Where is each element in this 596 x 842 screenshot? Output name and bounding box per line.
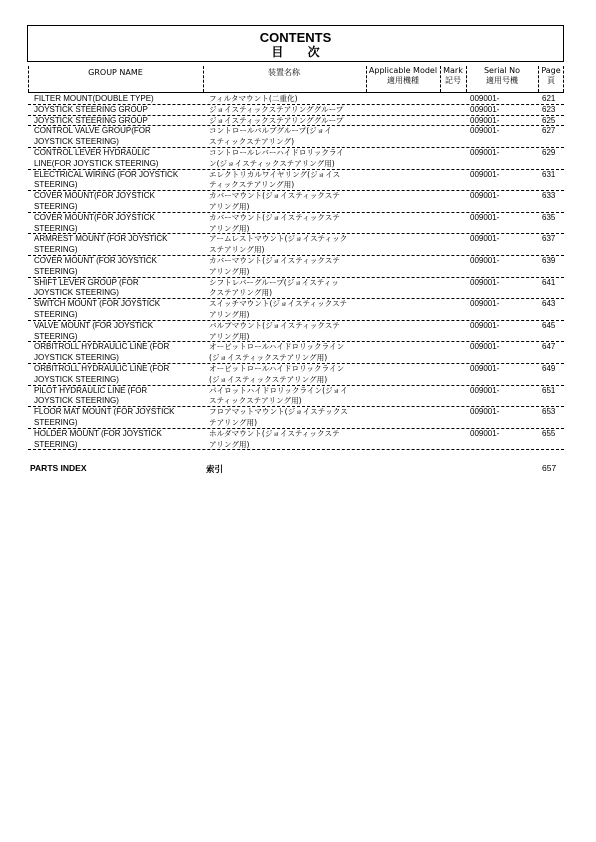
serial-cell: 009001- <box>470 104 500 114</box>
jp-name-cell <box>209 234 369 256</box>
jp-name-cell <box>209 429 369 451</box>
header-serial-jp: 適用号機 <box>486 76 518 85</box>
jp-name-line: アームレストマウント(ジョイスティック <box>209 234 348 244</box>
group-name-line: ORBITROLL HYDRAULIC LINE (FOR <box>34 364 170 373</box>
group-name-cell <box>34 170 206 192</box>
page-cell: 627 <box>542 126 556 136</box>
serial-cell: 009001- <box>470 320 500 330</box>
jp-name-line: ホルダマウント(ジョイスティックステ <box>209 428 340 438</box>
header-page <box>538 66 564 92</box>
group-name-line: JOYSTICK STEERING) <box>34 374 119 384</box>
group-name-line: JOYSTICK STEERING) <box>34 353 119 363</box>
group-name-line: STEERING) <box>34 331 78 341</box>
jp-name-line: パイロットハイドロリックライン(ジョイ <box>209 385 348 395</box>
header-page-en: Page <box>541 66 561 75</box>
jp-name-cell <box>209 105 369 116</box>
serial-cell: 009001- <box>470 407 500 417</box>
group-name-line: STEERING) <box>34 201 78 211</box>
jp-name-line: (ジョイスティックステアリング用) <box>209 374 328 384</box>
jp-name-line: オービットロールハイドロリックライン <box>209 342 345 352</box>
page-cell: 649 <box>542 364 556 373</box>
page-title: CONTENTS <box>259 30 332 45</box>
header-rule <box>28 92 564 93</box>
group-name-cell <box>34 126 206 148</box>
group-name-cell <box>34 191 206 213</box>
jp-name-line: カバーマウント(ジョイスティックステ <box>209 256 340 265</box>
header-mark <box>440 66 466 92</box>
serial-cell: 009001- <box>470 277 500 287</box>
jp-name-line: エレクトリカルワイヤリング(ジョイス <box>209 169 341 179</box>
group-name-line: FLOOR MAT MOUNT (FOR JOYSTICK <box>34 407 175 417</box>
serial-cell: 009001- <box>470 115 500 125</box>
serial-cell: 009001- <box>470 148 500 157</box>
header-applicable-model <box>366 66 440 92</box>
jp-name-line: ティックステアリング用) <box>209 180 295 190</box>
page-cell: 653 <box>542 407 556 417</box>
jp-name-cell <box>209 321 369 343</box>
contents-title-box <box>27 25 564 62</box>
group-name-line: PILOT HYDRAULIC LINE (FOR <box>34 385 148 395</box>
jp-name-line: アリング用) <box>209 309 250 319</box>
jp-name-cell <box>209 256 369 278</box>
page-cell: 623 <box>542 104 556 114</box>
jp-name-cell <box>209 126 369 148</box>
header-applicable-model-jp: 適用機種 <box>387 76 419 85</box>
column-divider <box>538 66 539 92</box>
jp-name-line: オービットロールハイドロリックライン <box>209 364 345 373</box>
group-name-line: STEERING) <box>34 223 78 233</box>
page-cell: 635 <box>542 212 556 222</box>
page-title-jp: 目 次 <box>271 45 330 59</box>
group-name-cell <box>34 256 206 278</box>
header-mark-en: Mark <box>443 66 463 75</box>
jp-name-line: フィルタマウント(二重化) <box>209 94 298 103</box>
jp-name-cell <box>209 213 369 235</box>
header-applicable-model-en: Applicable Model <box>368 66 438 75</box>
group-name-cell <box>34 299 206 321</box>
parts-index-page: 657 <box>542 463 557 473</box>
jp-name-cell <box>209 170 369 192</box>
group-name-cell <box>34 429 206 451</box>
jp-name-cell <box>209 386 369 408</box>
page-cell: 633 <box>542 191 556 201</box>
column-divider <box>366 66 367 92</box>
group-name-cell <box>34 386 206 408</box>
header-mark-jp: 記号 <box>445 76 461 85</box>
page-cell: 645 <box>542 320 556 330</box>
page-cell: 637 <box>542 234 556 244</box>
group-name-line: COVER MOUNT (FOR JOYSTICK <box>34 256 157 265</box>
group-name-line: COVER MOUNT(FOR JOYSTICK <box>34 191 155 201</box>
parts-index-label-jp: 索引 <box>206 465 224 475</box>
serial-cell: 009001- <box>470 364 500 373</box>
serial-cell: 009001- <box>470 126 500 136</box>
group-name-line: STEERING) <box>34 245 78 255</box>
group-name-line: JOYSTICK STEERING) <box>34 288 119 298</box>
group-name-line: CONTROL VALVE GROUP(FOR <box>34 126 151 136</box>
group-name-line: STEERING) <box>34 180 78 190</box>
jp-name-cell <box>209 364 369 386</box>
jp-name-line: バルブマウント(ジョイスティックステ <box>209 320 340 330</box>
page-cell: 629 <box>542 148 556 157</box>
page-cell: 625 <box>542 115 556 125</box>
page-cell: 651 <box>542 385 556 395</box>
column-divider <box>466 66 467 92</box>
jp-name-line: スティックステアリング用) <box>209 396 302 406</box>
jp-name-line: コントロールバルブグループ(ジョイ <box>209 126 332 136</box>
group-name-line: ORBITROLL HYDRAULIC LINE (FOR <box>34 342 170 352</box>
jp-name-line: コントロールレバーハイドロリックライ <box>209 148 344 157</box>
group-name-line: STEERING) <box>34 417 78 427</box>
jp-name-cell <box>209 191 369 213</box>
table-header <box>28 66 564 92</box>
group-name-cell <box>34 105 206 116</box>
group-name-line: STEERING) <box>34 439 78 449</box>
group-name-line: JOYSTICK STEERING GROUP <box>34 104 148 114</box>
column-divider <box>203 66 204 92</box>
group-name-line: JOYSTICK STEERING GROUP <box>34 115 148 125</box>
header-group-name: GROUP NAME <box>88 68 143 77</box>
group-name-line: VALVE MOUNT (FOR JOYSTICK <box>34 320 154 330</box>
column-divider <box>440 66 441 92</box>
group-name-cell <box>34 148 206 170</box>
serial-cell: 009001- <box>470 256 500 265</box>
header-serial-en: Serial No <box>483 66 521 75</box>
column-divider <box>28 66 29 92</box>
page-cell: 655 <box>542 428 556 438</box>
jp-name-line: カバーマウント(ジョイスティックステ <box>209 191 340 201</box>
group-name-line: SHIFT LEVER GROUP (FOR <box>34 277 139 287</box>
jp-name-line: アリング用) <box>209 266 250 276</box>
header-page-jp: 頁 <box>547 76 555 85</box>
group-name-line: LINE(FOR JOYSTICK STEERING) <box>34 158 159 168</box>
jp-name-line: アリング用) <box>209 331 250 341</box>
page-cell: 641 <box>542 277 556 287</box>
jp-name-line: アリング用) <box>209 223 250 233</box>
header-jp-name: 装置名称 <box>268 68 300 77</box>
serial-cell: 009001- <box>470 299 500 309</box>
group-name-cell <box>34 364 206 386</box>
group-name-line: FILTER MOUNT(DOUBLE TYPE) <box>34 94 154 103</box>
group-name-cell <box>34 213 206 235</box>
group-name-line: JOYSTICK STEERING) <box>34 396 119 406</box>
jp-name-line: ジョイスティックステアリンググループ <box>209 115 344 125</box>
jp-name-line: スティックステアリング) <box>209 137 295 147</box>
serial-cell: 009001- <box>470 191 500 201</box>
header-serial <box>466 66 538 92</box>
jp-name-line: フロアマットマウント(ジョイステックス <box>209 407 348 417</box>
serial-cell: 009001- <box>470 212 500 222</box>
group-name-line: HOLDER MOUNT (FOR JOYSTICK <box>34 428 162 438</box>
jp-name-line: シフトレバーグループ(ジョイスティッ <box>209 277 339 287</box>
jp-name-line: スイッチマウント(ジョイスティックステ <box>209 299 348 309</box>
group-name-cell <box>34 342 206 364</box>
group-name-line: STEERING) <box>34 266 78 276</box>
jp-name-line: クステアリング用) <box>209 288 273 298</box>
serial-cell: 009001- <box>470 428 500 438</box>
serial-cell: 009001- <box>470 169 500 179</box>
group-name-line: CONTROL LEVER HYDRAULIC <box>34 148 150 157</box>
group-name-line: SWITCH MOUNT (FOR JOYSTICK <box>34 299 161 309</box>
jp-name-line: (ジョイスティックステアリング用) <box>209 353 328 363</box>
group-name-line: ELECTRICAL WIRING (FOR JOYSTICK <box>34 169 179 179</box>
jp-name-cell <box>209 342 369 364</box>
group-name-line: COVER MOUNT(FOR JOYSTICK <box>34 212 155 222</box>
jp-name-cell <box>209 278 369 300</box>
serial-cell: 009001- <box>470 342 500 352</box>
page-cell: 621 <box>542 94 556 103</box>
group-name-line: ARMREST MOUNT (FOR JOYSTICK <box>34 234 168 244</box>
group-name-cell <box>34 278 206 300</box>
page-cell: 639 <box>542 256 556 265</box>
parts-index-label: PARTS INDEX <box>30 463 87 473</box>
page-cell: 647 <box>542 342 556 352</box>
group-name-line: STEERING) <box>34 309 78 319</box>
group-name-line: JOYSTICK STEERING) <box>34 137 119 147</box>
serial-cell: 009001- <box>470 234 500 244</box>
jp-name-line: カバーマウント(ジョイスティックステ <box>209 212 340 222</box>
jp-name-line: テアリング用) <box>209 417 258 427</box>
serial-cell: 009001- <box>470 385 500 395</box>
group-name-cell <box>34 234 206 256</box>
jp-name-cell <box>209 299 369 321</box>
page-cell: 631 <box>542 169 556 179</box>
jp-name-cell <box>209 148 369 170</box>
column-divider <box>563 66 564 92</box>
serial-cell: 009001- <box>470 94 500 103</box>
jp-name-line: アリング用) <box>209 439 250 449</box>
jp-name-line: ン(ジョイスティックステアリング用) <box>209 158 335 168</box>
jp-name-line: ステアリング用) <box>209 245 265 255</box>
page-cell: 643 <box>542 299 556 309</box>
jp-name-cell <box>209 407 369 429</box>
group-name-cell <box>34 407 206 429</box>
jp-name-line: ジョイスティックステアリンググループ <box>209 104 344 114</box>
group-name-cell <box>34 321 206 343</box>
jp-name-line: アリング用) <box>209 201 250 211</box>
row-divider <box>28 449 564 450</box>
